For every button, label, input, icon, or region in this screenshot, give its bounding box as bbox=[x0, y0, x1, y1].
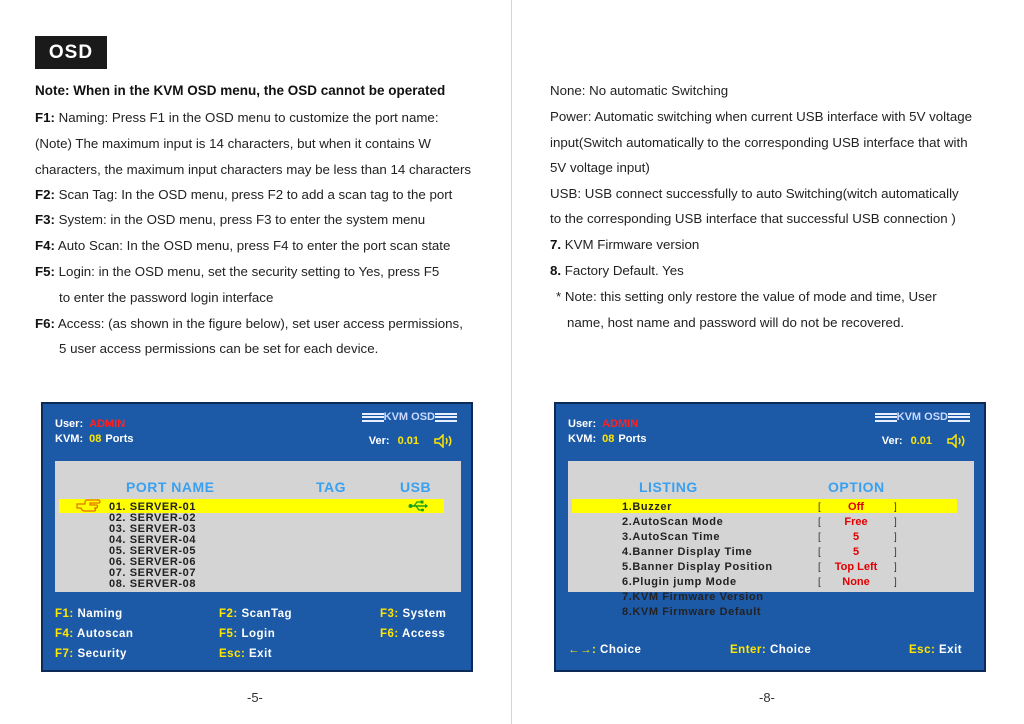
port-row[interactable]: 06. SERVER-06 bbox=[109, 556, 197, 568]
osd-brand: KVM OSD bbox=[362, 411, 457, 423]
text-line: (Note) The maximum input is 14 characters, but when it contains W bbox=[35, 136, 431, 151]
text-line: to the corresponding USB interface that successful USB connection ) bbox=[550, 211, 956, 226]
text-line: 8. Factory Default. Yes bbox=[550, 263, 684, 278]
kvm-ports-label: KVM: 08 Ports bbox=[568, 433, 647, 445]
page-divider bbox=[511, 0, 512, 724]
menu-item[interactable]: 4.Banner Display Time bbox=[622, 546, 753, 558]
bracket-open: [ bbox=[818, 577, 821, 588]
option-value-autoscan-time[interactable]: 5 bbox=[852, 531, 860, 543]
osd-port-screen bbox=[41, 402, 473, 672]
port-list bbox=[55, 461, 461, 592]
column-header-option: OPTION bbox=[828, 479, 885, 495]
menu-item[interactable]: 7.KVM Firmware Version bbox=[622, 591, 764, 603]
option-value-banner-position[interactable]: Top Left bbox=[834, 561, 878, 573]
fkey-autoscan[interactable]: F4: Autoscan bbox=[55, 628, 134, 640]
menu-item[interactable]: 1.Buzzer bbox=[622, 501, 673, 513]
section-heading: OSD bbox=[35, 36, 107, 69]
text-line: 5V voltage input) bbox=[550, 160, 650, 175]
bracket-close: ] bbox=[894, 517, 897, 528]
fkey-naming[interactable]: F1: Naming bbox=[55, 608, 123, 620]
port-row[interactable]: 07. SERVER-07 bbox=[109, 567, 197, 579]
fkey-scantag[interactable]: F2: ScanTag bbox=[219, 608, 293, 620]
menu-item[interactable]: 3.AutoScan Time bbox=[622, 531, 721, 543]
page-number-left: -5- bbox=[247, 690, 263, 705]
text-line: characters, the maximum input characters may be less than 14 characters bbox=[35, 162, 472, 177]
port-row[interactable]: 05. SERVER-05 bbox=[109, 545, 197, 557]
option-value-buzzer[interactable]: Off bbox=[848, 501, 864, 513]
text-line: F5: Login: in the OSD menu, set the security setting to Yes, press F5 bbox=[35, 264, 440, 279]
text-line: * Note: this setting only restore the value of mode and time, User bbox=[556, 289, 937, 304]
column-header-usb: USB bbox=[400, 479, 432, 495]
version-label: Ver: 0.01 bbox=[368, 435, 419, 447]
text-line: 5 user access permissions can be set for each device. bbox=[59, 341, 379, 356]
footer-esc-exit[interactable]: Esc: Exit bbox=[909, 644, 963, 656]
bracket-open: [ bbox=[818, 517, 821, 528]
text-line: name, host name and password will do not be recovered. bbox=[567, 315, 905, 330]
text-line: F3: System: in the OSD menu, press F3 to enter the system menu bbox=[35, 212, 426, 227]
text-line: F1: Naming: Press F1 in the OSD menu to customize the port name: bbox=[35, 110, 439, 125]
text-line: F2: Scan Tag: In the OSD menu, press F2 to add a scan tag to the port bbox=[35, 187, 453, 202]
bars-icon bbox=[435, 413, 457, 422]
fkey-system[interactable]: F3: System bbox=[380, 608, 447, 620]
column-header-listing: LISTING bbox=[639, 479, 698, 495]
option-value-autoscan-mode[interactable]: Free bbox=[844, 516, 868, 528]
bracket-close: ] bbox=[894, 502, 897, 513]
column-header-port: PORT NAME bbox=[126, 479, 215, 495]
note-line: Note: When in the KVM OSD menu, the OSD cannot be operated bbox=[35, 83, 446, 98]
footer-arrows-choice[interactable]: ←→: Choice bbox=[568, 644, 642, 656]
bars-icon bbox=[875, 413, 897, 422]
user-label: User: ADMIN bbox=[568, 418, 639, 430]
text-line: Power: Automatic switching when current USB interface with 5V voltage bbox=[550, 109, 973, 124]
text-line: 7. KVM Firmware version bbox=[550, 237, 700, 252]
speaker-icon bbox=[433, 434, 455, 448]
text-line: input(Switch automatically to the corresponding USB interface that with bbox=[550, 135, 968, 150]
port-row[interactable]: 04. SERVER-04 bbox=[109, 534, 197, 546]
text-line: to enter the password login interface bbox=[59, 290, 274, 305]
osd-system-screen bbox=[554, 402, 986, 672]
osd-brand: KVM OSD bbox=[875, 411, 970, 423]
column-header-tag: TAG bbox=[316, 479, 347, 495]
user-label: User: ADMIN bbox=[55, 418, 126, 430]
option-value-plugin-jump[interactable]: None bbox=[842, 576, 870, 588]
bracket-close: ] bbox=[894, 562, 897, 573]
port-row[interactable]: 01. SERVER-01 bbox=[109, 501, 197, 513]
menu-item[interactable]: 8.KVM Firmware Default bbox=[622, 606, 762, 618]
text-line: F6: Access: (as shown in the figure below), set user access permissions, bbox=[35, 316, 463, 331]
bracket-close: ] bbox=[894, 577, 897, 588]
kvm-ports-label: KVM: 08 Ports bbox=[55, 433, 134, 445]
pointing-hand-icon bbox=[76, 499, 102, 513]
page-number-right: -8- bbox=[759, 690, 775, 705]
bars-icon bbox=[362, 413, 384, 422]
port-row[interactable]: 08. SERVER-08 bbox=[109, 578, 197, 590]
option-value-banner-time[interactable]: 5 bbox=[852, 546, 860, 558]
fkey-exit[interactable]: Esc: Exit bbox=[219, 648, 273, 660]
fkey-login[interactable]: F5: Login bbox=[219, 628, 276, 640]
fkey-access[interactable]: F6: Access bbox=[380, 628, 446, 640]
footer-enter-choice[interactable]: Enter: Choice bbox=[730, 644, 812, 656]
menu-item[interactable]: 2.AutoScan Mode bbox=[622, 516, 724, 528]
bars-icon bbox=[948, 413, 970, 422]
bracket-open: [ bbox=[818, 532, 821, 543]
menu-item[interactable]: 6.Plugin jump Mode bbox=[622, 576, 737, 588]
system-menu-list bbox=[568, 461, 974, 618]
port-row[interactable]: 02. SERVER-02 bbox=[109, 512, 197, 524]
bracket-open: [ bbox=[818, 547, 821, 558]
version-label: Ver: 0.01 bbox=[881, 435, 932, 447]
fkey-security[interactable]: F7: Security bbox=[55, 648, 127, 660]
text-line: USB: USB connect successfully to auto Switching(witch automatically bbox=[550, 186, 959, 201]
bracket-open: [ bbox=[818, 562, 821, 573]
menu-item[interactable]: 5.Banner Display Position bbox=[622, 561, 773, 573]
bracket-close: ] bbox=[894, 532, 897, 543]
text-line: None: No automatic Switching bbox=[550, 83, 729, 98]
port-row[interactable]: 03. SERVER-03 bbox=[109, 523, 197, 535]
usb-icon bbox=[408, 500, 428, 512]
speaker-icon bbox=[946, 434, 968, 448]
bracket-open: [ bbox=[818, 502, 821, 513]
bracket-close: ] bbox=[894, 547, 897, 558]
text-line: F4: Auto Scan: In the OSD menu, press F4 to enter the port scan state bbox=[35, 238, 451, 253]
